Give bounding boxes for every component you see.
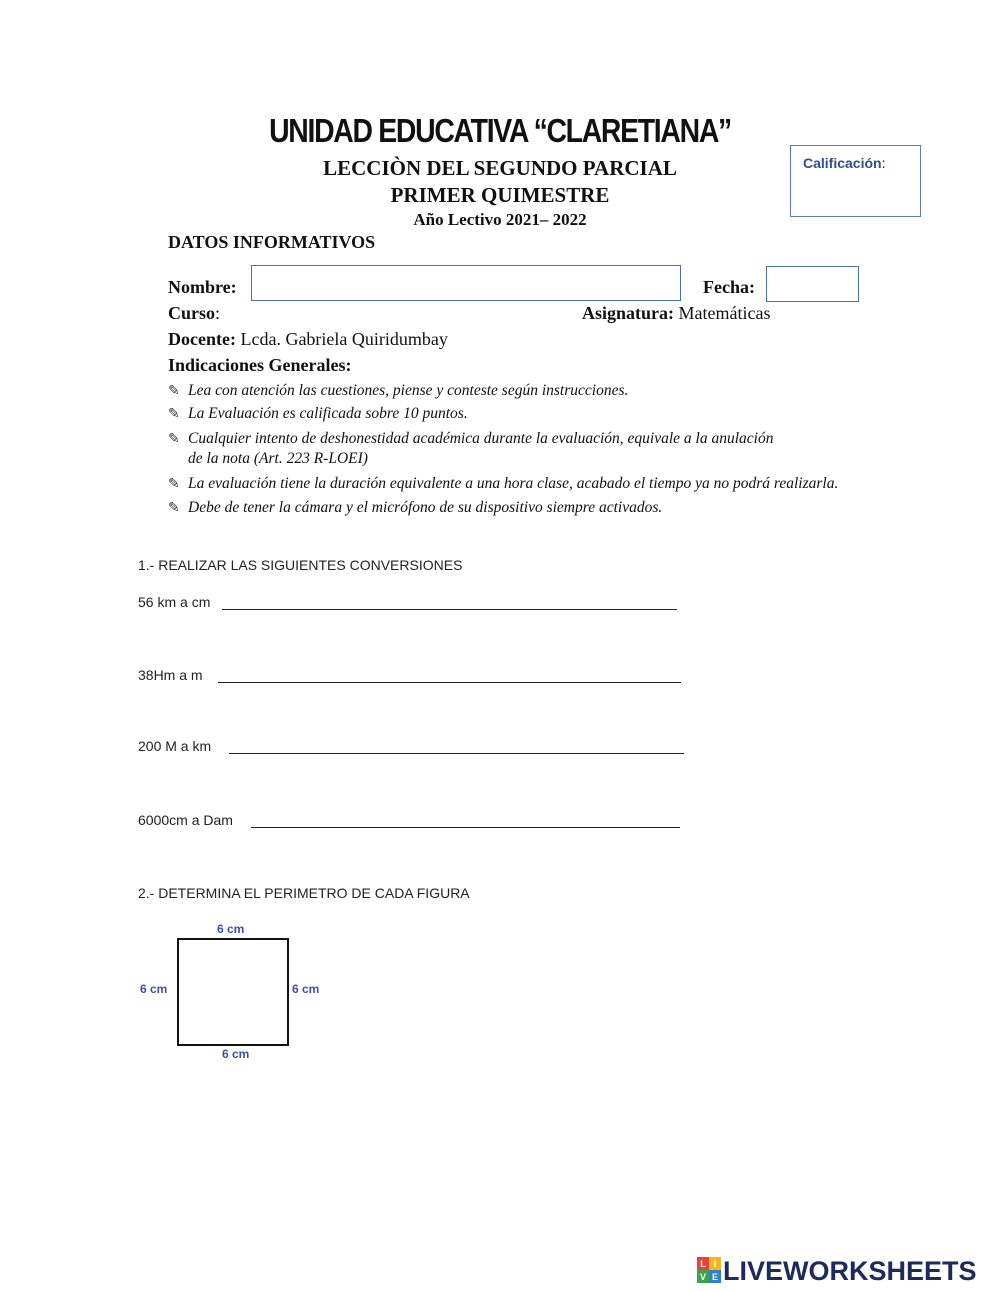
indicacion-item: ✎ La Evaluación es calificada sobre 10 puntos.: [168, 405, 468, 422]
pencil-icon: ✎: [168, 477, 180, 492]
pencil-icon: ✎: [168, 432, 180, 447]
pencil-icon: ✎: [168, 384, 180, 399]
dimension-bottom: 6 cm: [222, 1047, 250, 1061]
nombre-input[interactable]: [251, 265, 681, 301]
pencil-icon: ✎: [168, 407, 180, 422]
dimension-left: 6 cm: [140, 982, 168, 996]
nombre-label: Nombre:: [168, 277, 237, 297]
q1-title: 1.- REALIZAR LAS SIGUIENTES CONVERSIONES: [138, 557, 463, 573]
asignatura-row: Asignatura: Matemáticas: [582, 303, 771, 323]
fecha-label: Fecha:: [703, 277, 755, 297]
docente-row: Docente: Lcda. Gabriela Quiridumbay: [168, 329, 448, 349]
answer-line-2[interactable]: [218, 682, 681, 683]
conversion-item-2: 38Hm a m: [138, 667, 203, 683]
indicaciones-title: Indicaciones Generales:: [168, 355, 352, 375]
pencil-icon: ✎: [168, 501, 180, 516]
dimension-right: 6 cm: [292, 982, 320, 996]
indicacion-item-continued: de la nota (Art. 223 R-LOEI): [188, 450, 368, 467]
indicacion-item: ✎ Cualquier intento de deshonestidad académica durante la evaluación, equivale a la anulación: [168, 430, 774, 447]
indicacion-item: ✎ La evaluación tiene la duración equivalente a una hora clase, acabado el tiempo ya no podrá realizarla.: [168, 475, 839, 492]
fecha-input[interactable]: [766, 266, 859, 302]
conversion-item-3: 200 M a km: [138, 738, 212, 754]
curso-row: Curso:: [168, 303, 221, 323]
answer-line-1[interactable]: [222, 609, 677, 610]
indicacion-item: ✎ Debe de tener la cámara y el micrófono de su dispositivo siempre activados.: [168, 499, 663, 516]
square-figure: [177, 938, 289, 1046]
quimestre-title: PRIMER QUIMESTRE: [390, 183, 610, 207]
answer-line-4[interactable]: [251, 827, 680, 828]
school-year: Año Lectivo 2021– 2022: [413, 210, 587, 229]
school-title: UNIDAD EDUCATIVA “CLARETIANA”: [269, 112, 731, 149]
indicacion-item: ✎ Lea con atención las cuestiones, piense y conteste según instrucciones.: [168, 382, 629, 399]
logo-mark: L I V E: [697, 1257, 721, 1283]
datos-title: DATOS INFORMATIVOS: [168, 232, 376, 252]
answer-line-3[interactable]: [229, 753, 684, 754]
liveworksheets-logo[interactable]: LIVEWORKSHEETS: [723, 1256, 977, 1286]
lesson-title: LECCIÒN DEL SEGUNDO PARCIAL: [323, 156, 677, 180]
calificacion-label: Calificación:: [803, 155, 886, 171]
conversion-item-4: 6000cm a Dam: [138, 812, 233, 828]
q2-title: 2.- DETERMINA EL PERIMETRO DE CADA FIGURA: [138, 885, 470, 901]
conversion-item-1: 56 km a cm: [138, 594, 211, 610]
dimension-top: 6 cm: [217, 922, 245, 936]
